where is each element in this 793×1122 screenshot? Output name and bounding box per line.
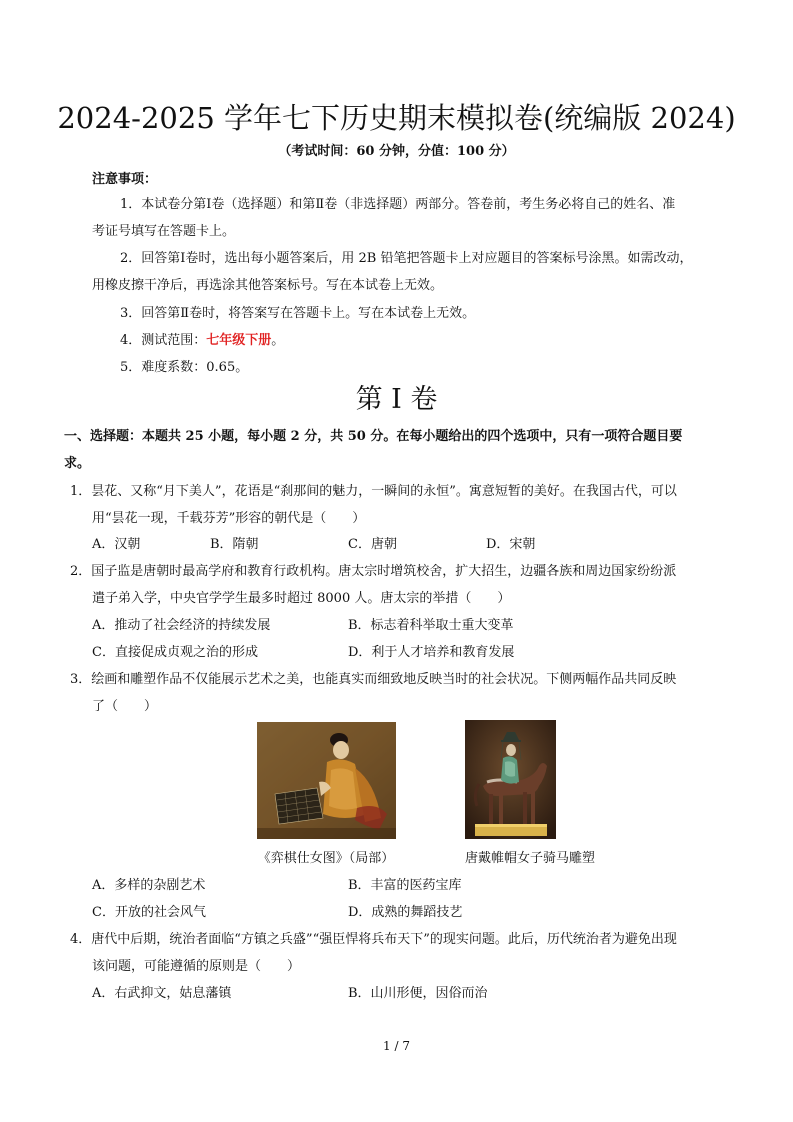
note-4	[120, 332, 284, 350]
page-number: 1 / 7	[383, 1039, 410, 1053]
painting-image	[257, 722, 396, 839]
q1-option-b: B．隋朝	[210, 537, 259, 552]
q2-option-b: B．标志着科举取士重大变革	[348, 618, 514, 633]
question-1-line2: 用“昙花一现，千载芬芳”形容的朝代是（ ）	[92, 511, 366, 526]
q3-option-a: A．多样的杂剧艺术	[92, 878, 206, 893]
note-5: 5．难度系数：0.65。	[120, 360, 249, 375]
notes-heading: 注意事项：	[92, 172, 158, 187]
section-title: 第 I 卷	[355, 384, 438, 415]
question-3-line1: 3．绘画和雕塑作品不仅能展示艺术之美，也能真实而细致地反映当时的社会状况。下侧两幅作品共同反映	[70, 672, 677, 687]
note-4-suffix: 。	[271, 333, 285, 348]
section-instruction-line1: 一、选择题：本题共 25 小题，每小题 2 分，共 50 分。在每小题给出的四个选项中，只有一项符合题目要	[64, 429, 683, 444]
note-4-prefix: 4．测试范围：	[120, 333, 207, 348]
q3-option-c: C．开放的社会风气	[92, 905, 206, 920]
q2-option-c: C．直接促成贞观之治的形成	[92, 645, 258, 660]
question-4-line1: 4．唐代中后期，统治者面临“方镇之兵盛”“强臣悍将兵布天下”的现实问题。此后，历代统治者为避免出现	[70, 932, 677, 947]
section-instruction-line2: 求。	[64, 456, 91, 471]
painting-caption: 《弈棋仕女图》（局部）	[257, 851, 395, 866]
question-2-line1: 2．国子监是唐朝时最高学府和教育行政机构。唐太宗时增筑校舍，扩大招生，边疆各族和周边国家纷纷派	[70, 564, 677, 579]
question-1-line1: 1．昙花、又称“月下美人”，花语是“刹那间的魅力，一瞬间的永恒”。寓意短暂的美好。在我国古代，可以	[70, 484, 677, 499]
exam-info: （考试时间：60 分钟，分值：100 分）	[278, 144, 515, 159]
question-4-line2: 该问题，可能遵循的原则是（ ）	[92, 959, 301, 974]
question-3-line2: 了（ ）	[92, 699, 158, 714]
q2-option-a: A．推动了社会经济的持续发展	[92, 618, 271, 633]
note-3: 3．回答第Ⅱ卷时，将答案写在答题卡上。写在本试卷上无效。	[120, 306, 476, 321]
q3-option-d: D．成熟的舞蹈技艺	[348, 905, 463, 920]
test-scope-highlight: 七年级下册	[206, 333, 272, 348]
sculpture-illustration	[465, 720, 556, 839]
q1-option-a: A．汉朝	[92, 537, 141, 552]
note-2-line2: 用橡皮擦干净后，再选涂其他答案标号。写在本试卷上无效。	[92, 278, 444, 293]
sculpture-caption: 唐戴帷帽女子骑马雕塑	[464, 851, 595, 866]
q1-option-d: D．宋朝	[486, 537, 536, 552]
note-1-line1: 1．本试卷分第Ⅰ卷（选择题）和第Ⅱ卷（非选择题）两部分。答卷前，考生务必将自己的姓名、准	[120, 197, 676, 212]
sculpture-image	[465, 720, 556, 839]
q3-option-b: B．丰富的医药宝库	[348, 878, 462, 893]
q1-option-c: C．唐朝	[348, 537, 397, 552]
q2-option-d: D．利于人才培养和教育发展	[348, 645, 515, 660]
note-1-line2: 考证号填写在答题卡上。	[92, 224, 236, 239]
painting-illustration	[257, 722, 396, 839]
question-2-line2: 遣子弟入学，中央官学学生最多时超过 8000 人。唐太宗的举措（ ）	[92, 591, 511, 606]
page-title: 2024-2025 学年七下历史期末模拟卷(统编版 2024)	[57, 101, 736, 135]
q4-option-b: B．山川形便，因俗而治	[348, 986, 488, 1001]
q4-option-a: A．右武抑文，姑息藩镇	[92, 986, 232, 1001]
note-2-line1: 2．回答第Ⅰ卷时，选出每小题答案后，用 2B 铅笔把答题卡上对应题目的答案标号涂黑。如需改动，	[120, 251, 693, 266]
